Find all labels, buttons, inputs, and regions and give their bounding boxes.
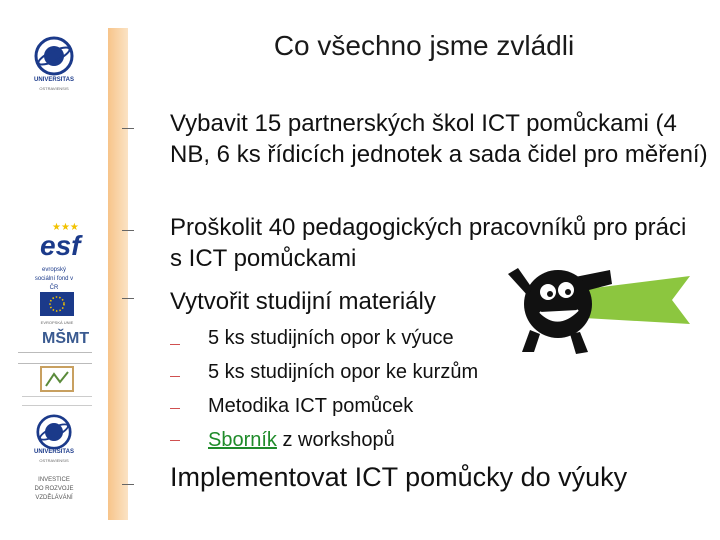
sub-bullet-1: 5 ks studijních opor k výuce bbox=[208, 327, 454, 349]
program-logo-icon bbox=[40, 366, 74, 392]
bullet-4: Implementovat ICT pomůcky do výuky bbox=[170, 462, 628, 492]
accent-bar bbox=[108, 28, 128, 520]
msmt-logo: MŠMT bbox=[42, 330, 90, 347]
sub-bullet-4-rest: z workshopů bbox=[276, 429, 395, 451]
bullet-dash bbox=[122, 484, 134, 485]
sub-dash bbox=[170, 440, 180, 441]
mascot-icon bbox=[500, 240, 700, 360]
university-name-2: UNIVERSITAS bbox=[34, 449, 74, 455]
esf-caption: evropský sociální fond v ČR bbox=[34, 267, 74, 291]
bullet-1: Vybavit 15 partnerských škol ICT pomůckami (4 NB, 6 ks řídicích jednotek a sada čidel pro měření) bbox=[170, 110, 708, 168]
university-logo-2-icon bbox=[36, 414, 72, 450]
op-caption: INVESTICE DO ROZVOJE VZDĚLÁVÁNÍ bbox=[34, 477, 74, 501]
bullet-2: Proškolit 40 pedagogických pracovníků pro práci s ICT pomůckami bbox=[170, 214, 687, 272]
bullet-dash bbox=[122, 230, 134, 231]
sub-dash bbox=[170, 376, 180, 377]
bullet-dash bbox=[122, 298, 134, 299]
sub-dash bbox=[170, 344, 180, 345]
esf-logo: ★★★ esf bbox=[40, 222, 81, 261]
university-name-1: UNIVERSITAS bbox=[34, 77, 74, 83]
sbornik-link[interactable]: Sborník bbox=[208, 429, 277, 451]
sub-bullet-3: Metodika ICT pomůcek bbox=[208, 395, 414, 417]
esf-stars-icon: ★★★ bbox=[52, 222, 79, 233]
eu-caption: EVROPSKÁ UNIE bbox=[40, 320, 74, 325]
eu-flag-icon bbox=[40, 292, 74, 316]
sub-dash bbox=[170, 408, 180, 409]
program-caption-lines bbox=[22, 396, 92, 406]
university-sub-2: OSTRAVIENSIS bbox=[39, 458, 69, 463]
msmt-caption-lines bbox=[18, 352, 92, 364]
bullet-3: Vytvořit studijní materiály bbox=[170, 288, 436, 315]
bullet-dash bbox=[122, 128, 134, 129]
slide-title: Co všechno jsme zvládli bbox=[273, 30, 575, 61]
logo-column bbox=[0, 0, 108, 540]
university-logo-icon bbox=[34, 36, 74, 76]
university-sub-1: OSTRAVIENSIS bbox=[39, 86, 69, 91]
sub-bullet-4 bbox=[208, 428, 395, 452]
sub-bullet-2: 5 ks studijních opor ke kurzům bbox=[208, 361, 479, 383]
